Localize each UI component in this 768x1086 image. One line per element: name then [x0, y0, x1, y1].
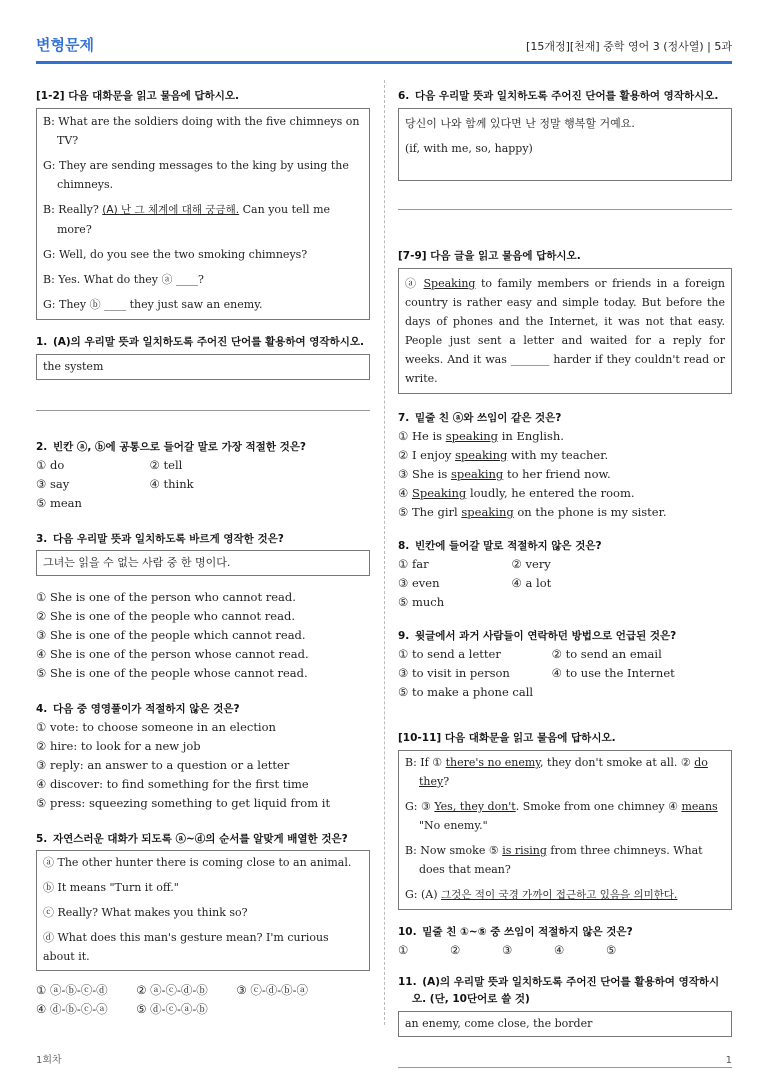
q10-options	[398, 941, 732, 960]
option[interactable]: ② I enjoy speaking with my teacher.	[398, 448, 609, 462]
dialogue-line: B: If ① there's no enemy, they don't smoke at all. ② do they?	[405, 756, 708, 788]
option[interactable]: ① She is one of the person who cannot read.	[36, 590, 296, 604]
sentence: ⓓ What does this man's gesture mean? I'm curious about it.	[43, 931, 329, 963]
option[interactable]: ① ⓐ-ⓑ-ⓒ-ⓓ	[36, 983, 108, 997]
dialogue-box-2	[398, 750, 732, 910]
option[interactable]: ④ Speaking loudly, he entered the room.	[398, 486, 635, 500]
footer-round: 1회차	[36, 1055, 62, 1066]
q4-options	[36, 718, 370, 813]
underlined-a: 그것은 적이 국경 가까이 접근하고 있음을 의미한다.	[441, 889, 678, 901]
dialogue-line: G: ③ Yes, they don't. Smoke from one chimney ④ means "No enemy."	[405, 800, 718, 832]
dialogue-line: B: Really? (A) 난 그 체계에 대해 궁금해. Can you tell me more?	[43, 203, 331, 236]
sentence: ⓐ The other hunter there is coming close to an animal.	[43, 856, 352, 869]
option[interactable]: ④ She is one of the person whose cannot read.	[36, 647, 309, 661]
option[interactable]: ③ ⓒ-ⓓ-ⓑ-ⓐ	[236, 983, 308, 997]
option[interactable]: ①	[398, 943, 409, 957]
option[interactable]: ② very	[511, 557, 551, 571]
underlined-speaking: Speaking	[423, 277, 476, 290]
dialogue-line: B: Now smoke ⑤ is rising from three chimneys. What does that mean?	[405, 844, 703, 876]
option[interactable]: ⑤ press: squeezing something to get liquid from it	[36, 796, 331, 810]
option[interactable]: ③ say	[36, 477, 70, 491]
dialogue-line: G: They ⓑ ____ they just saw an enemy.	[43, 298, 263, 311]
q11-hint-box: an enemy, come close, the border	[398, 1011, 732, 1037]
dialogue-line: B: What are the soldiers doing with the five chimneys on TV?	[43, 115, 360, 147]
option[interactable]: ③ She is speaking to her friend now.	[398, 467, 611, 481]
underlined-a: (A) 난 그 체계에 대해 궁금해.	[102, 204, 240, 216]
q1-prompt: 1. (A)의 우리말 뜻과 일치하도록 주어진 단어를 활용하여 영작하시오.	[36, 336, 364, 348]
q6-prompt: 6. 다음 우리말 뜻과 일치하도록 주어진 단어를 활용하여 영작하시오.	[398, 90, 719, 102]
q7-options	[398, 427, 732, 522]
q11-answer-line[interactable]	[398, 1067, 732, 1068]
korean-sentence: 당신이 나와 함께 있다면 난 정말 행복할 거예요.	[405, 117, 635, 130]
option[interactable]: ④ a lot	[511, 576, 552, 590]
option[interactable]: ④ to use the Internet	[551, 666, 675, 680]
q5-options	[36, 981, 370, 1019]
option[interactable]: ⑤ The girl speaking on the phone is my sister.	[398, 505, 667, 519]
option[interactable]: ② She is one of the people who cannot read.	[36, 609, 295, 623]
dialogue-line: G: They are sending messages to the king by using the chimneys.	[43, 159, 349, 191]
q3-prompt: 3. 다음 우리말 뜻과 일치하도록 바르게 영작한 것은?	[36, 533, 284, 545]
dialogue-line: G: (A) 그것은 적이 국경 가까이 접근하고 있음을 의미한다.	[405, 888, 678, 901]
option[interactable]: ③	[502, 943, 513, 957]
option[interactable]: ② to send an email	[551, 647, 662, 661]
q7-9-heading: [7-9] 다음 글을 읽고 물음에 답하시오.	[398, 250, 581, 262]
option[interactable]: ② hire: to look for a new job	[36, 739, 201, 753]
option[interactable]: ⑤ She is one of the people whose cannot read.	[36, 666, 308, 680]
option[interactable]: ① vote: to choose someone in an election	[36, 720, 276, 734]
dialogue-line: G: Well, do you see the two smoking chimneys?	[43, 248, 308, 261]
option[interactable]: ⑤ ⓓ-ⓒ-ⓐ-ⓑ	[136, 1002, 208, 1016]
option[interactable]: ⑤	[606, 943, 617, 957]
q9-options	[398, 645, 732, 702]
option[interactable]: ⑤ to make a phone call	[398, 685, 534, 699]
left-column	[36, 88, 370, 1019]
option[interactable]: ③ She is one of the people which cannot read.	[36, 628, 306, 642]
page-number: 1	[725, 1055, 732, 1066]
q7-prompt: 7. 밑줄 친 ⓐ와 쓰임이 같은 것은?	[398, 412, 562, 424]
option[interactable]: ③ reply: an answer to a question or a letter	[36, 758, 290, 772]
option[interactable]: ④ ⓓ-ⓑ-ⓒ-ⓐ	[36, 1002, 108, 1016]
q1-hint-box: the system	[36, 354, 370, 380]
q2-options	[36, 456, 370, 513]
option[interactable]: ⑤ mean	[36, 496, 82, 510]
q4-prompt: 4. 다음 중 영영풀이가 적절하지 않은 것은?	[36, 703, 240, 715]
option[interactable]: ③ even	[398, 576, 440, 590]
q5-sentence-box	[36, 850, 370, 971]
option[interactable]: ④	[554, 943, 565, 957]
right-column	[398, 88, 732, 1068]
q3-options	[36, 588, 370, 683]
q1-answer-line[interactable]	[36, 410, 370, 411]
q8-prompt: 8. 빈칸에 들어갈 말로 적절하지 않은 것은?	[398, 540, 602, 552]
q6-box	[398, 108, 732, 181]
option[interactable]: ① far	[398, 557, 429, 571]
q5-prompt: 5. 자연스러운 대화가 되도록 ⓐ~ⓓ의 순서를 알맞게 배열한 것은?	[36, 833, 348, 845]
q11-prompt: 11. (A)의 우리말 뜻과 일치하도록 주어진 단어를 활용하여 영작하시오. (단, 10단어로 쓸 것)	[398, 976, 720, 1005]
q10-prompt: 10. 밑줄 친 ①~⑤ 중 쓰임이 적절하지 않은 것은?	[398, 926, 633, 938]
q2-prompt: 2. 빈칸 ⓐ, ⓑ에 공통으로 들어갈 말로 가장 적절한 것은?	[36, 441, 306, 453]
option[interactable]: ③ to visit in person	[398, 666, 510, 680]
option[interactable]: ① to send a letter	[398, 647, 501, 661]
textbook-info: [15개정][천재] 중학 영어 3 (정사열) | 5과	[526, 40, 732, 53]
column-divider	[384, 80, 385, 1025]
word-hint: (if, with me, so, happy)	[405, 142, 533, 155]
option[interactable]: ① do	[36, 458, 65, 472]
q6-answer-line[interactable]	[398, 209, 732, 210]
dialogue-box	[36, 108, 370, 320]
option[interactable]: ② tell	[149, 458, 183, 472]
q8-options	[398, 555, 732, 612]
option[interactable]: ④ think	[149, 477, 194, 491]
sentence: ⓑ It means "Turn it off."	[43, 881, 179, 894]
q3-korean-box: 그녀는 읽을 수 없는 사람 중 한 명이다.	[36, 550, 370, 576]
page-title: 변형문제	[36, 36, 94, 54]
option[interactable]: ④ discover: to find something for the first time	[36, 777, 309, 791]
header-rule	[36, 61, 732, 64]
q1-2-heading: [1-2] 다음 대화문을 읽고 물음에 답하시오.	[36, 90, 239, 102]
q10-11-heading: [10-11] 다음 대화문을 읽고 물음에 답하시오.	[398, 732, 616, 744]
reading-passage: ⓐ Speaking to family members or friends in a foreign country is rather easy and simple today. But before the days of phones and the Internet, it was not that easy. People just sent a letter and waited for a reply for weeks. And it was _______ harder if they couldn't read or write.	[398, 268, 732, 394]
dialogue-line: B: Yes. What do they ⓐ ____?	[43, 273, 204, 286]
option[interactable]: ① He is speaking in English.	[398, 429, 564, 443]
q9-prompt: 9. 윗글에서 과거 사람들이 연락하던 방법으로 언급된 것은?	[398, 630, 677, 642]
option[interactable]: ⑤ much	[398, 595, 445, 609]
option[interactable]: ②	[450, 943, 461, 957]
option[interactable]: ② ⓐ-ⓒ-ⓓ-ⓑ	[136, 983, 208, 997]
sentence: ⓒ Really? What makes you think so?	[43, 906, 248, 919]
